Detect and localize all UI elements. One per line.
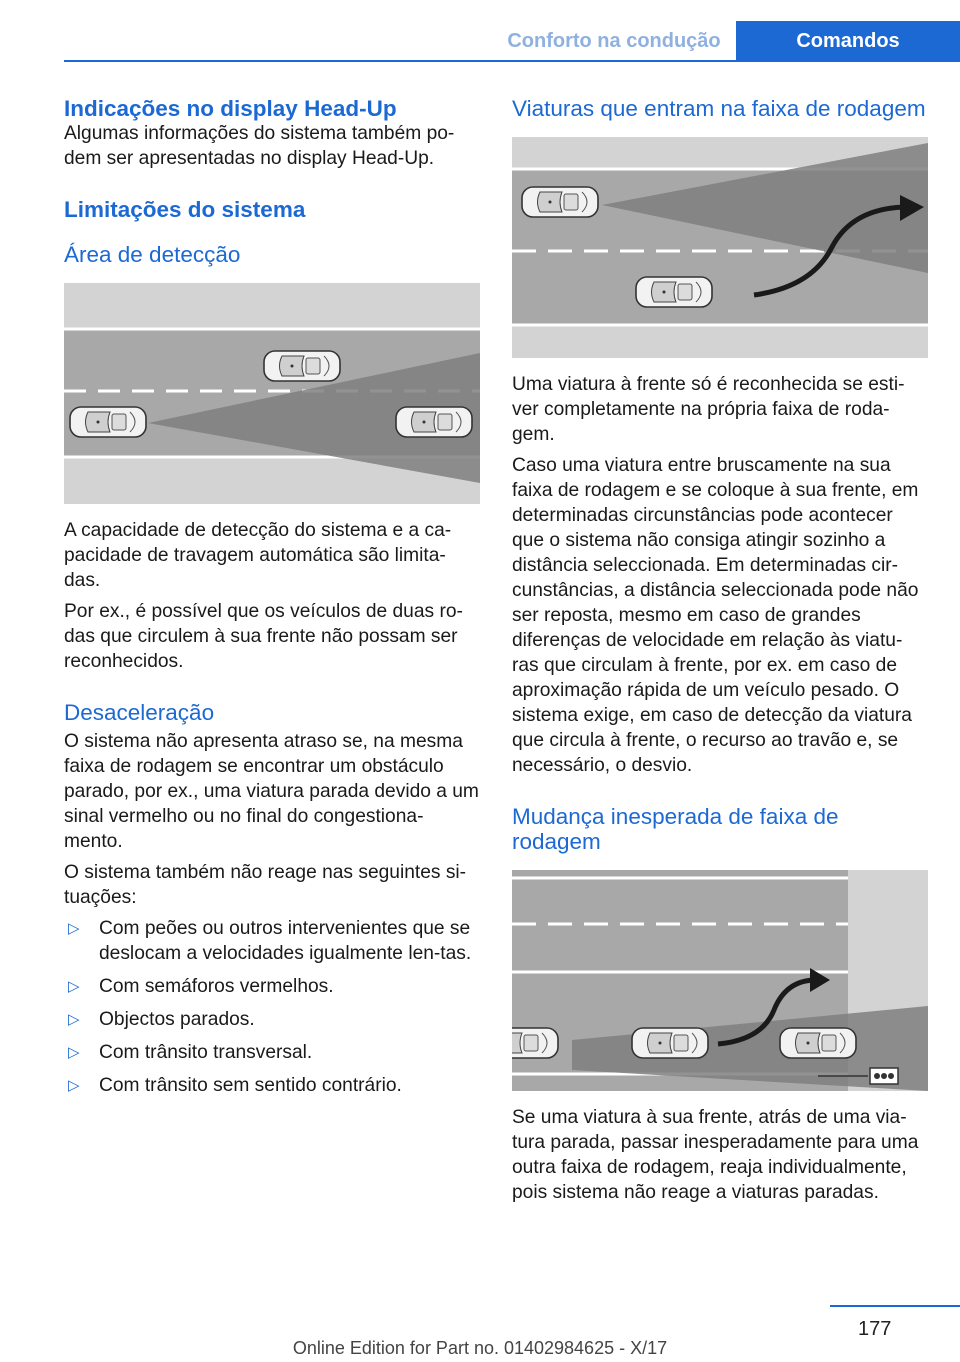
car-own	[522, 187, 598, 217]
lane-change-figure	[512, 870, 928, 1091]
car-front-left-lane	[264, 351, 340, 381]
heading-detection-area: Área de detecção	[64, 242, 241, 267]
text-detection-capacity: A capacidade de detecção do sistema e a ca-pacidade de travagem automática são limita-das.	[64, 520, 452, 591]
detection-area-figure	[64, 283, 480, 504]
car-stationary	[780, 1028, 856, 1058]
list-item: ▷ Com trânsito sem sentido contrário.	[68, 1075, 402, 1096]
list-item: ▷ Objectos parados.	[68, 1009, 255, 1030]
heading-system-limits: Limitações do sistema	[64, 197, 306, 222]
page-number-rule	[830, 1305, 960, 1307]
triangle-bullet-icon: ▷	[68, 1044, 80, 1061]
text-deceleration: O sistema não apresenta atraso se, na mesma faixa de rodagem se encontrar um obstáculo parado, por ex., uma viatura parada devido a um sinal vermelho ou no final do congestiona-mento.	[64, 731, 479, 852]
heading-headup: Indicações no display Head-Up	[64, 96, 397, 121]
heading-deceleration: Desaceleração	[64, 700, 215, 725]
text-vehicle-cut-in: Caso uma viatura entre bruscamente na sua faixa de rodagem e se coloque à sua frente, em determinadas circunstâncias pode acontecer que o sistema não consiga atingir sozinho a distância seleccionada. Em determinadas cir-cunstâncias, a distância seleccionada pode não ser reposta, mesmo em caso de grandes diferenças de velocidade em relação às viatu-ras que circulam à frente, por ex. em caso de aproximação rápida de um veículo pesado. O sistema exige, em caso de detecção da viatura que circula à frente, o recurso ao travão e, se necessário, o desvio.	[512, 455, 919, 776]
footer-edition: Online Edition for Part no. 01402984625 - X/17	[292, 1338, 668, 1358]
triangle-bullet-icon: ▷	[68, 920, 80, 937]
triangle-bullet-icon: ▷	[68, 1077, 80, 1094]
car-merging	[636, 277, 712, 307]
text-vehicle-recognized: Uma viatura à frente só é reconhecida se esti-ver completamente na própria faixa de roda-gem.	[512, 374, 905, 445]
text-two-wheelers: Por ex., é possível que os veículos de duas ro-das que circulem à sua frente não possam ser reconhecidos.	[64, 601, 463, 672]
car-own	[70, 407, 146, 437]
heading-unexpected-lane-change: Mudança inesperada de faixa de rodagem	[512, 804, 839, 854]
header-chapter-tab: Comandos	[736, 21, 960, 62]
list-item: ▷ Com peões ou outros intervenientes que se deslocam a velocidades igualmente len-tas.	[68, 918, 472, 964]
text-headup: Algumas informações do sistema também po-dem ser apresentadas no display Head-Up.	[64, 123, 455, 169]
vehicle-entering-figure	[512, 137, 928, 358]
situations-list	[64, 916, 480, 1098]
left-column	[64, 96, 480, 1106]
triangle-bullet-icon: ▷	[68, 1011, 80, 1028]
text-lane-change: Se uma viatura à sua frente, atrás de uma via-tura parada, passar inesperadamente para uma outra faixa de rodagem, reaja individualmente, pois sistema não reage a viaturas paradas.	[512, 1107, 919, 1203]
right-column	[512, 96, 928, 1211]
page-number: 177	[858, 1318, 892, 1340]
header-section-title: Conforto na condução	[507, 30, 721, 52]
list-item: ▷ Com trânsito transversal.	[68, 1042, 313, 1063]
car-front-own-lane	[396, 407, 472, 437]
car-changing-lane	[632, 1028, 708, 1058]
triangle-bullet-icon: ▷	[68, 978, 80, 995]
car-own	[512, 1028, 558, 1058]
list-item: ▷ Com semáforos vermelhos.	[68, 976, 334, 997]
text-situations: O sistema também não reage nas seguintes si-tuações:	[64, 862, 467, 908]
heading-vehicles-entering: Viaturas que entram na faixa de rodagem	[512, 96, 926, 121]
